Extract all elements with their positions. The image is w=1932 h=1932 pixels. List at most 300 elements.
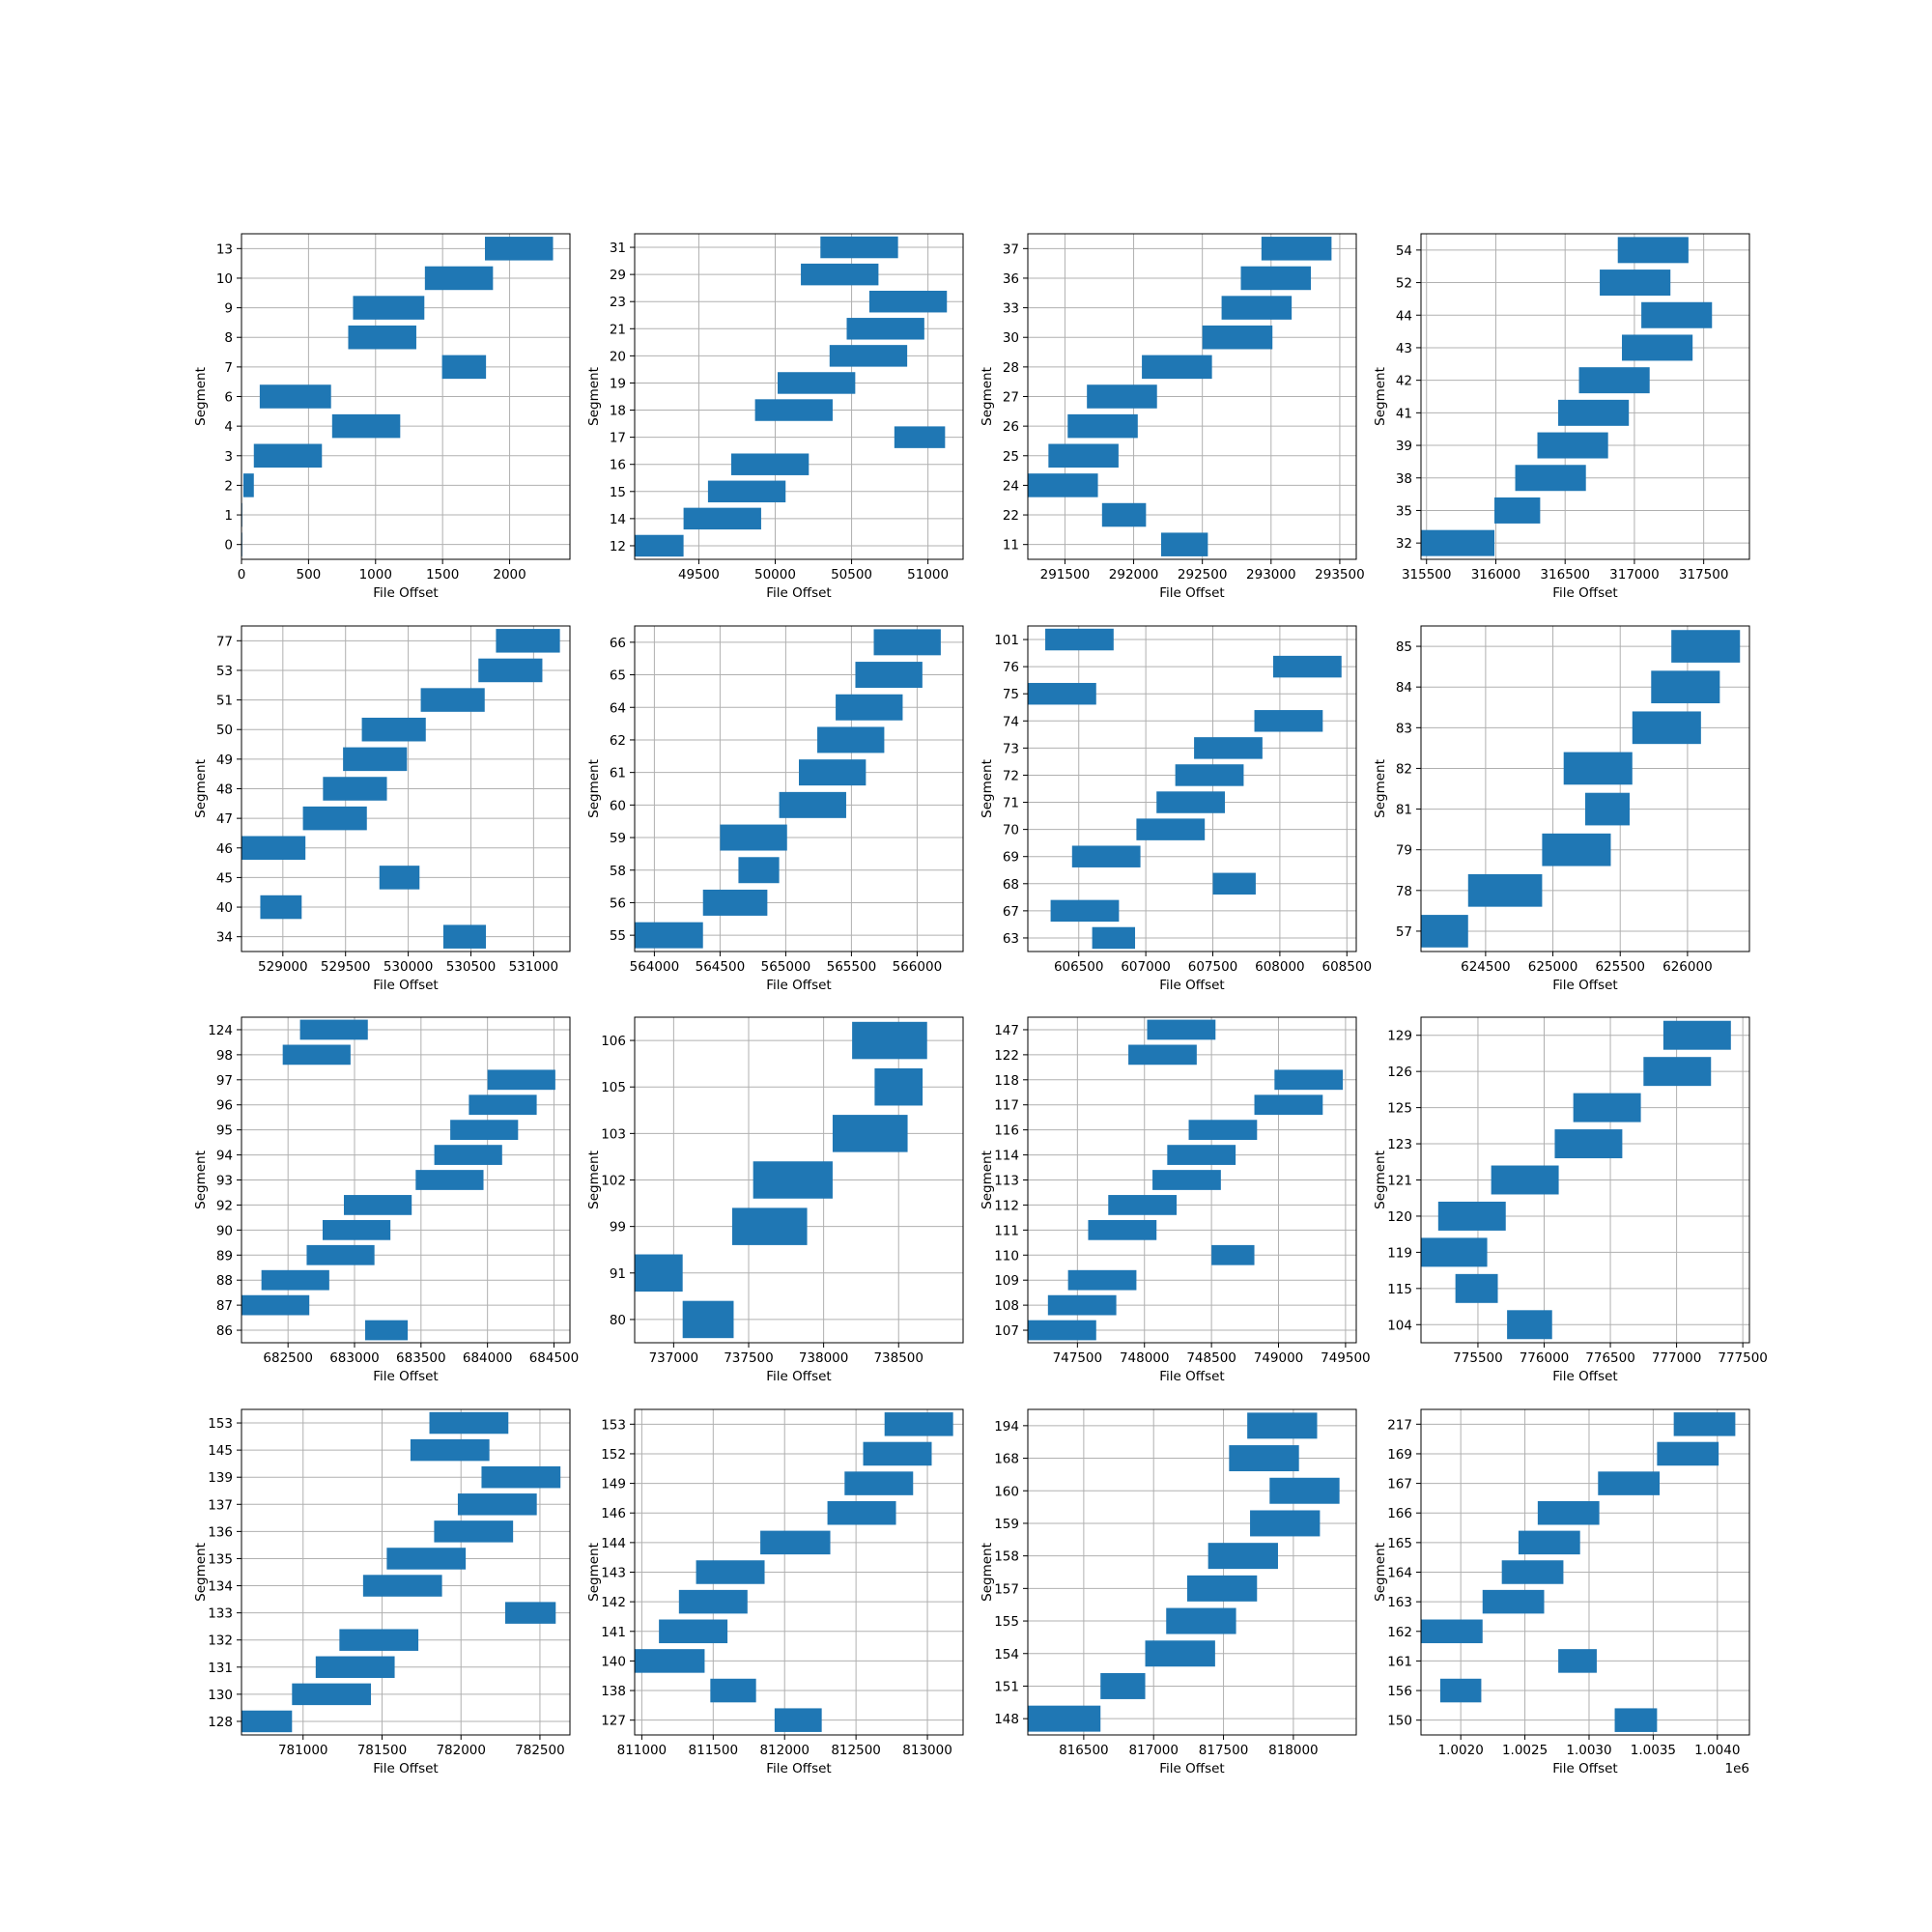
y-tick-label: 82 — [1395, 761, 1412, 778]
bar-segment-68 — [1213, 873, 1256, 895]
bar-segment-39 — [1538, 433, 1608, 459]
y-tick-label: 101 — [994, 633, 1019, 649]
y-tick-label: 106 — [601, 1034, 626, 1050]
x-tick-label: 813000 — [902, 1743, 952, 1758]
bar-segment-92 — [344, 1195, 412, 1215]
y-tick-label: 4 — [224, 419, 233, 436]
y-tick-label: 135 — [208, 1551, 233, 1568]
bar-segment-120 — [1438, 1202, 1506, 1231]
y-tick-label: 125 — [1387, 1100, 1412, 1117]
x-tick-label: 738500 — [873, 1350, 924, 1366]
y-tick-label: 30 — [1002, 330, 1019, 347]
y-tick-label: 96 — [215, 1097, 233, 1114]
x-tick-label: 293500 — [1315, 567, 1365, 582]
y-axis-label: Segment — [586, 759, 602, 818]
x-tick-label: 626000 — [1662, 959, 1713, 975]
bar-segment-65 — [855, 662, 922, 688]
bar-segment-58 — [738, 857, 779, 883]
bar-segment-105 — [874, 1068, 923, 1106]
bar-segment-79 — [1542, 834, 1610, 867]
bar-segment-128 — [242, 1711, 292, 1732]
y-tick-label: 1 — [224, 508, 233, 525]
x-tick-label: 683500 — [396, 1350, 446, 1366]
y-tick-label: 148 — [994, 1712, 1019, 1728]
bar-segment-107 — [1028, 1321, 1096, 1341]
y-tick-label: 147 — [994, 1022, 1019, 1038]
x-tick-label: 811000 — [616, 1743, 668, 1758]
bar-segment-26 — [1067, 414, 1138, 439]
y-tick-label: 150 — [1387, 1713, 1412, 1729]
bar-segment-91 — [635, 1255, 683, 1293]
y-axis-label: Segment — [1373, 367, 1388, 426]
x-tick-label: 564000 — [629, 959, 680, 975]
y-tick-label: 3 — [224, 448, 233, 465]
x-tick-label: 776500 — [1585, 1350, 1635, 1366]
x-axis-label: File Offset — [766, 978, 832, 993]
bar-segment-166 — [1538, 1501, 1600, 1525]
y-tick-label: 194 — [994, 1418, 1019, 1435]
x-tick-label: 291500 — [1039, 567, 1091, 582]
bar-segment-44 — [1641, 302, 1712, 328]
bar-segment-35 — [1494, 497, 1540, 524]
x-tick-label: 684000 — [462, 1350, 513, 1366]
x-tick-label: 737000 — [648, 1350, 699, 1366]
y-axis-label: Segment — [1373, 759, 1388, 818]
bar-segment-138 — [710, 1679, 755, 1703]
y-axis-label: Segment — [193, 367, 209, 426]
y-tick-label: 43 — [1395, 340, 1412, 356]
bar-segment-156 — [1440, 1679, 1482, 1703]
y-tick-label: 139 — [208, 1470, 233, 1487]
bar-segment-70 — [1136, 818, 1205, 839]
y-tick-label: 52 — [1395, 275, 1412, 292]
bar-segment-40 — [260, 895, 301, 920]
bar-segment-99 — [732, 1208, 808, 1245]
bar-segment-76 — [1273, 656, 1342, 677]
bar-segment-15 — [708, 481, 785, 502]
y-tick-label: 24 — [1002, 478, 1019, 495]
y-tick-label: 132 — [208, 1633, 233, 1649]
y-tick-label: 58 — [609, 863, 626, 879]
x-tick-label: 1000 — [358, 567, 392, 582]
bar-segment-126 — [1643, 1057, 1711, 1086]
bar-segment-85 — [1671, 630, 1740, 663]
y-tick-label: 12 — [609, 538, 626, 554]
bar-segment-18 — [755, 399, 833, 420]
y-tick-label: 80 — [609, 1312, 626, 1328]
bar-segment-103 — [833, 1115, 908, 1152]
y-tick-label: 50 — [215, 723, 233, 739]
bar-segment-95 — [450, 1120, 518, 1140]
y-tick-label: 217 — [1387, 1417, 1412, 1434]
bar-segment-69 — [1072, 845, 1141, 867]
bar-segment-23 — [869, 291, 947, 312]
bar-segment-55 — [635, 923, 703, 949]
x-tick-label: 293000 — [1246, 567, 1296, 582]
y-tick-label: 137 — [208, 1497, 233, 1514]
y-tick-label: 72 — [1002, 768, 1019, 784]
bar-segment-22 — [1102, 503, 1147, 527]
x-tick-label: 777500 — [1718, 1350, 1768, 1366]
y-tick-label: 79 — [1395, 842, 1412, 859]
y-tick-label: 9 — [224, 300, 233, 317]
bar-segment-7 — [442, 355, 487, 380]
y-tick-label: 120 — [1387, 1208, 1412, 1225]
y-tick-label: 28 — [1002, 359, 1019, 376]
y-tick-label: 141 — [601, 1624, 626, 1640]
bar-segment-168 — [1229, 1445, 1298, 1471]
x-tick-label: 608500 — [1321, 959, 1373, 975]
y-tick-label: 152 — [601, 1446, 626, 1463]
y-tick-label: 89 — [215, 1248, 233, 1264]
bar-segment-113 — [1152, 1170, 1221, 1190]
y-tick-label: 116 — [994, 1122, 1019, 1139]
y-tick-label: 75 — [1002, 687, 1019, 703]
y-tick-label: 6 — [224, 389, 233, 406]
x-tick-label: 2000 — [493, 567, 526, 582]
x-tick-label: 777000 — [1651, 1350, 1702, 1366]
y-tick-label: 83 — [1395, 721, 1412, 737]
bar-segment-78 — [1468, 874, 1543, 907]
x-tick-label: 316500 — [1540, 567, 1590, 582]
y-tick-label: 40 — [215, 900, 233, 917]
y-tick-label: 144 — [601, 1535, 626, 1551]
y-tick-label: 84 — [1395, 680, 1412, 696]
y-tick-label: 36 — [1002, 270, 1019, 287]
bar-segment-29 — [801, 264, 878, 285]
bar-segment-61 — [799, 759, 866, 785]
x-axis-label: File Offset — [1159, 978, 1225, 993]
y-tick-label: 123 — [1387, 1137, 1412, 1153]
y-tick-label: 73 — [1002, 741, 1019, 757]
bar-segment-33 — [1222, 296, 1293, 320]
bar-segment-194 — [1247, 1412, 1317, 1438]
bar-segment-9 — [353, 296, 424, 320]
y-tick-label: 167 — [1387, 1476, 1412, 1492]
bar-segment-104 — [1507, 1310, 1552, 1339]
y-tick-label: 42 — [1395, 373, 1412, 389]
x-tick-label: 625000 — [1527, 959, 1578, 975]
y-tick-label: 124 — [208, 1022, 233, 1038]
bar-segment-153 — [430, 1412, 509, 1434]
x-axis-label: File Offset — [766, 1369, 832, 1384]
y-tick-label: 165 — [1387, 1535, 1412, 1551]
bar-segment-121 — [1492, 1166, 1559, 1195]
bar-segment-47 — [303, 807, 367, 831]
bar-segment-154 — [1146, 1640, 1215, 1666]
y-tick-label: 88 — [215, 1273, 233, 1290]
y-tick-label: 51 — [215, 693, 233, 709]
bar-segment-67 — [1051, 900, 1120, 922]
bar-segment-30 — [1203, 326, 1273, 350]
x-tick-label: 530500 — [445, 959, 497, 975]
y-tick-label: 169 — [1387, 1446, 1412, 1463]
x-tick-label: 684500 — [528, 1350, 580, 1366]
bar-segment-60 — [780, 792, 846, 818]
x-tick-label: 817500 — [1198, 1743, 1249, 1758]
bar-segment-132 — [339, 1629, 418, 1650]
y-axis-label: Segment — [1373, 1543, 1388, 1602]
y-tick-label: 37 — [1002, 242, 1019, 258]
bar-segment-115 — [1456, 1274, 1498, 1303]
y-tick-label: 87 — [215, 1298, 233, 1315]
bar-segment-150 — [1615, 1708, 1658, 1732]
y-tick-label: 68 — [1002, 876, 1019, 893]
bar-segment-42 — [1579, 367, 1650, 393]
bar-segment-4 — [332, 414, 400, 439]
x-tick-label: 737500 — [724, 1350, 774, 1366]
bar-segment-123 — [1554, 1129, 1622, 1158]
bar-segment-118 — [1274, 1069, 1343, 1090]
y-tick-label: 103 — [601, 1126, 626, 1143]
bar-segment-93 — [415, 1170, 483, 1190]
y-tick-label: 2 — [224, 478, 233, 495]
bar-segment-167 — [1598, 1471, 1660, 1495]
y-axis-label: Segment — [586, 1151, 602, 1209]
y-tick-label: 160 — [994, 1484, 1019, 1500]
x-tick-label: 812500 — [831, 1743, 881, 1758]
bar-segment-20 — [830, 345, 907, 366]
x-axis-label: File Offset — [1159, 585, 1225, 601]
x-tick-label: 781500 — [356, 1743, 408, 1758]
bar-segment-98 — [283, 1045, 351, 1065]
bar-segment-10 — [425, 267, 493, 291]
x-axis-label: File Offset — [1159, 1369, 1225, 1384]
y-tick-label: 60 — [609, 798, 626, 814]
x-tick-label: 1.0040 — [1694, 1743, 1741, 1758]
y-tick-label: 113 — [994, 1173, 1019, 1189]
bar-segment-50 — [362, 718, 426, 742]
y-tick-label: 63 — [1002, 930, 1019, 947]
y-tick-label: 45 — [215, 870, 233, 887]
bar-segment-46 — [242, 837, 305, 861]
y-tick-label: 64 — [609, 700, 626, 717]
y-tick-label: 76 — [1002, 660, 1019, 676]
bar-segment-57 — [1421, 915, 1468, 948]
bar-segment-25 — [1048, 444, 1119, 469]
y-tick-label: 46 — [215, 840, 233, 857]
bar-segment-52 — [1600, 270, 1670, 296]
bar-segment-90 — [323, 1220, 390, 1240]
x-tick-label: 607500 — [1187, 959, 1238, 975]
y-tick-label: 121 — [1387, 1173, 1412, 1189]
y-tick-label: 94 — [215, 1148, 233, 1164]
x-tick-label: 564500 — [695, 959, 746, 975]
y-tick-label: 95 — [215, 1122, 233, 1139]
bar-segment-32 — [1421, 530, 1494, 556]
bar-segment-16 — [731, 453, 809, 474]
bar-segment-88 — [262, 1270, 329, 1291]
y-tick-label: 61 — [609, 765, 626, 781]
x-tick-label: 316000 — [1470, 567, 1521, 582]
bar-segment-83 — [1633, 711, 1701, 744]
bar-segment-131 — [316, 1657, 395, 1678]
x-tick-label: 748000 — [1119, 1350, 1170, 1366]
y-tick-label: 31 — [609, 241, 626, 257]
bar-segment-48 — [323, 777, 386, 801]
bar-segment-53 — [478, 659, 542, 683]
x-tick-label: 529500 — [320, 959, 371, 975]
y-axis-label: Segment — [193, 1151, 209, 1209]
y-tick-label: 47 — [215, 811, 233, 828]
bar-segment-111 — [1088, 1220, 1156, 1240]
bar-segment-94 — [435, 1145, 502, 1165]
bar-segment-136 — [434, 1520, 513, 1542]
x-tick-label: 776000 — [1519, 1350, 1570, 1366]
bar-segment-24 — [1028, 473, 1098, 497]
bar-segment-122 — [1128, 1045, 1197, 1065]
y-axis-label: Segment — [980, 1543, 995, 1602]
y-tick-label: 56 — [609, 895, 626, 912]
y-tick-label: 34 — [215, 929, 233, 946]
x-tick-label: 566000 — [892, 959, 943, 975]
bar-segment-41 — [1558, 400, 1629, 426]
y-tick-label: 66 — [609, 635, 626, 651]
y-tick-label: 162 — [1387, 1624, 1412, 1640]
bar-segment-165 — [1519, 1531, 1580, 1555]
y-tick-label: 49 — [215, 752, 233, 768]
bar-segment-124 — [300, 1020, 368, 1040]
y-tick-label: 153 — [208, 1416, 233, 1433]
x-tick-label: 565000 — [760, 959, 811, 975]
y-tick-label: 29 — [609, 268, 626, 284]
bar-segment-114 — [1167, 1145, 1236, 1165]
y-tick-label: 145 — [208, 1443, 233, 1460]
y-tick-label: 20 — [609, 349, 626, 365]
x-tick-label: 531000 — [508, 959, 559, 975]
bar-segment-77 — [496, 629, 559, 653]
bar-segment-137 — [458, 1493, 537, 1515]
x-tick-label: 818000 — [1268, 1743, 1319, 1758]
y-tick-label: 25 — [1002, 448, 1019, 465]
y-tick-label: 109 — [994, 1273, 1019, 1290]
y-tick-label: 136 — [208, 1524, 233, 1541]
x-tick-label: 816500 — [1059, 1743, 1109, 1758]
y-tick-label: 107 — [994, 1323, 1019, 1340]
y-tick-label: 118 — [994, 1072, 1019, 1089]
y-tick-label: 166 — [1387, 1506, 1412, 1522]
bar-segment-45 — [380, 866, 420, 890]
y-tick-label: 27 — [1002, 389, 1019, 406]
x-tick-label: 682500 — [263, 1350, 313, 1366]
x-tick-label: 530000 — [383, 959, 434, 975]
bar-segment-21 — [846, 318, 923, 339]
y-axis-label: Segment — [193, 759, 209, 818]
y-tick-label: 149 — [601, 1476, 626, 1492]
x-tick-label: 0 — [237, 567, 246, 582]
y-tick-label: 155 — [994, 1614, 1019, 1631]
y-axis-label: Segment — [980, 367, 995, 426]
bar-segment-80 — [683, 1301, 734, 1339]
x-tick-label: 1.0020 — [1437, 1743, 1484, 1758]
bar-segment-43 — [1622, 334, 1692, 360]
bar-segment-130 — [292, 1684, 371, 1705]
y-tick-label: 15 — [609, 484, 626, 500]
bar-segment-109 — [1068, 1270, 1137, 1291]
y-tick-label: 163 — [1387, 1595, 1412, 1611]
bar-segment-112 — [1108, 1195, 1177, 1215]
bar-segment-119 — [1421, 1237, 1488, 1266]
y-tick-label: 7 — [224, 359, 233, 376]
y-tick-label: 23 — [609, 295, 626, 311]
y-tick-label: 154 — [994, 1646, 1019, 1662]
x-tick-label: 292000 — [1108, 567, 1159, 582]
y-tick-label: 57 — [1395, 923, 1412, 940]
y-tick-label: 33 — [1002, 300, 1019, 317]
y-tick-label: 0 — [224, 537, 233, 554]
x-tick-label: 317500 — [1678, 567, 1729, 582]
x-tick-label: 749000 — [1253, 1350, 1304, 1366]
x-tick-label: 782500 — [515, 1743, 565, 1758]
bar-segment-116 — [1189, 1120, 1258, 1140]
y-tick-label: 18 — [609, 403, 626, 419]
x-tick-label: 51000 — [907, 567, 950, 582]
y-tick-label: 71 — [1002, 795, 1019, 811]
bar-segment-71 — [1156, 791, 1225, 812]
y-tick-label: 157 — [994, 1581, 1019, 1598]
y-tick-label: 129 — [1387, 1028, 1412, 1044]
y-tick-label: 146 — [601, 1506, 626, 1522]
bar-segment-169 — [1657, 1442, 1719, 1466]
bar-segment-148 — [1028, 1706, 1100, 1732]
bar-segment-217 — [1674, 1412, 1736, 1436]
bar-segment-27 — [1087, 384, 1157, 409]
y-tick-label: 21 — [609, 322, 626, 338]
x-tick-label: 1.0030 — [1566, 1743, 1612, 1758]
y-tick-label: 11 — [1002, 537, 1019, 554]
bar-segment-102 — [753, 1161, 833, 1199]
y-tick-label: 131 — [208, 1660, 233, 1676]
x-tick-label: 565500 — [826, 959, 877, 975]
bar-segment-64 — [836, 695, 902, 721]
bar-segment-49 — [343, 748, 407, 772]
y-tick-label: 44 — [1395, 308, 1412, 325]
y-axis-label: Segment — [1373, 1151, 1388, 1209]
bar-segment-12 — [635, 535, 684, 556]
bar-segment-87 — [242, 1295, 309, 1316]
bar-segment-37 — [1262, 237, 1332, 261]
bar-segment-59 — [720, 825, 786, 851]
y-tick-label: 105 — [601, 1080, 626, 1096]
x-axis-label: File Offset — [373, 1369, 439, 1384]
bar-segment-17 — [895, 426, 946, 447]
y-tick-label: 70 — [1002, 822, 1019, 838]
bar-segment-3 — [254, 444, 322, 469]
bar-segment-34 — [443, 924, 486, 949]
x-axis-label: File Offset — [766, 585, 832, 601]
y-tick-label: 112 — [994, 1198, 1019, 1214]
bar-segment-155 — [1166, 1608, 1236, 1634]
y-tick-label: 168 — [994, 1451, 1019, 1467]
bar-segment-89 — [306, 1245, 374, 1265]
x-tick-label: 625500 — [1595, 959, 1646, 975]
y-tick-label: 19 — [609, 376, 626, 392]
x-tick-label: 317000 — [1609, 567, 1660, 582]
y-tick-label: 74 — [1002, 714, 1019, 730]
x-tick-label: 738000 — [798, 1350, 849, 1366]
bar-segment-161 — [1558, 1649, 1597, 1673]
x-tick-label: 781000 — [277, 1743, 328, 1758]
x-tick-label: 608000 — [1255, 959, 1305, 975]
y-tick-label: 143 — [601, 1565, 626, 1581]
bar-segment-73 — [1194, 737, 1263, 758]
bar-segment-74 — [1255, 710, 1323, 731]
x-tick-label: 315500 — [1401, 567, 1452, 582]
bar-segment-125 — [1574, 1094, 1641, 1122]
y-axis-label: Segment — [980, 759, 995, 818]
y-tick-label: 62 — [609, 732, 626, 749]
y-tick-label: 156 — [1387, 1684, 1412, 1700]
